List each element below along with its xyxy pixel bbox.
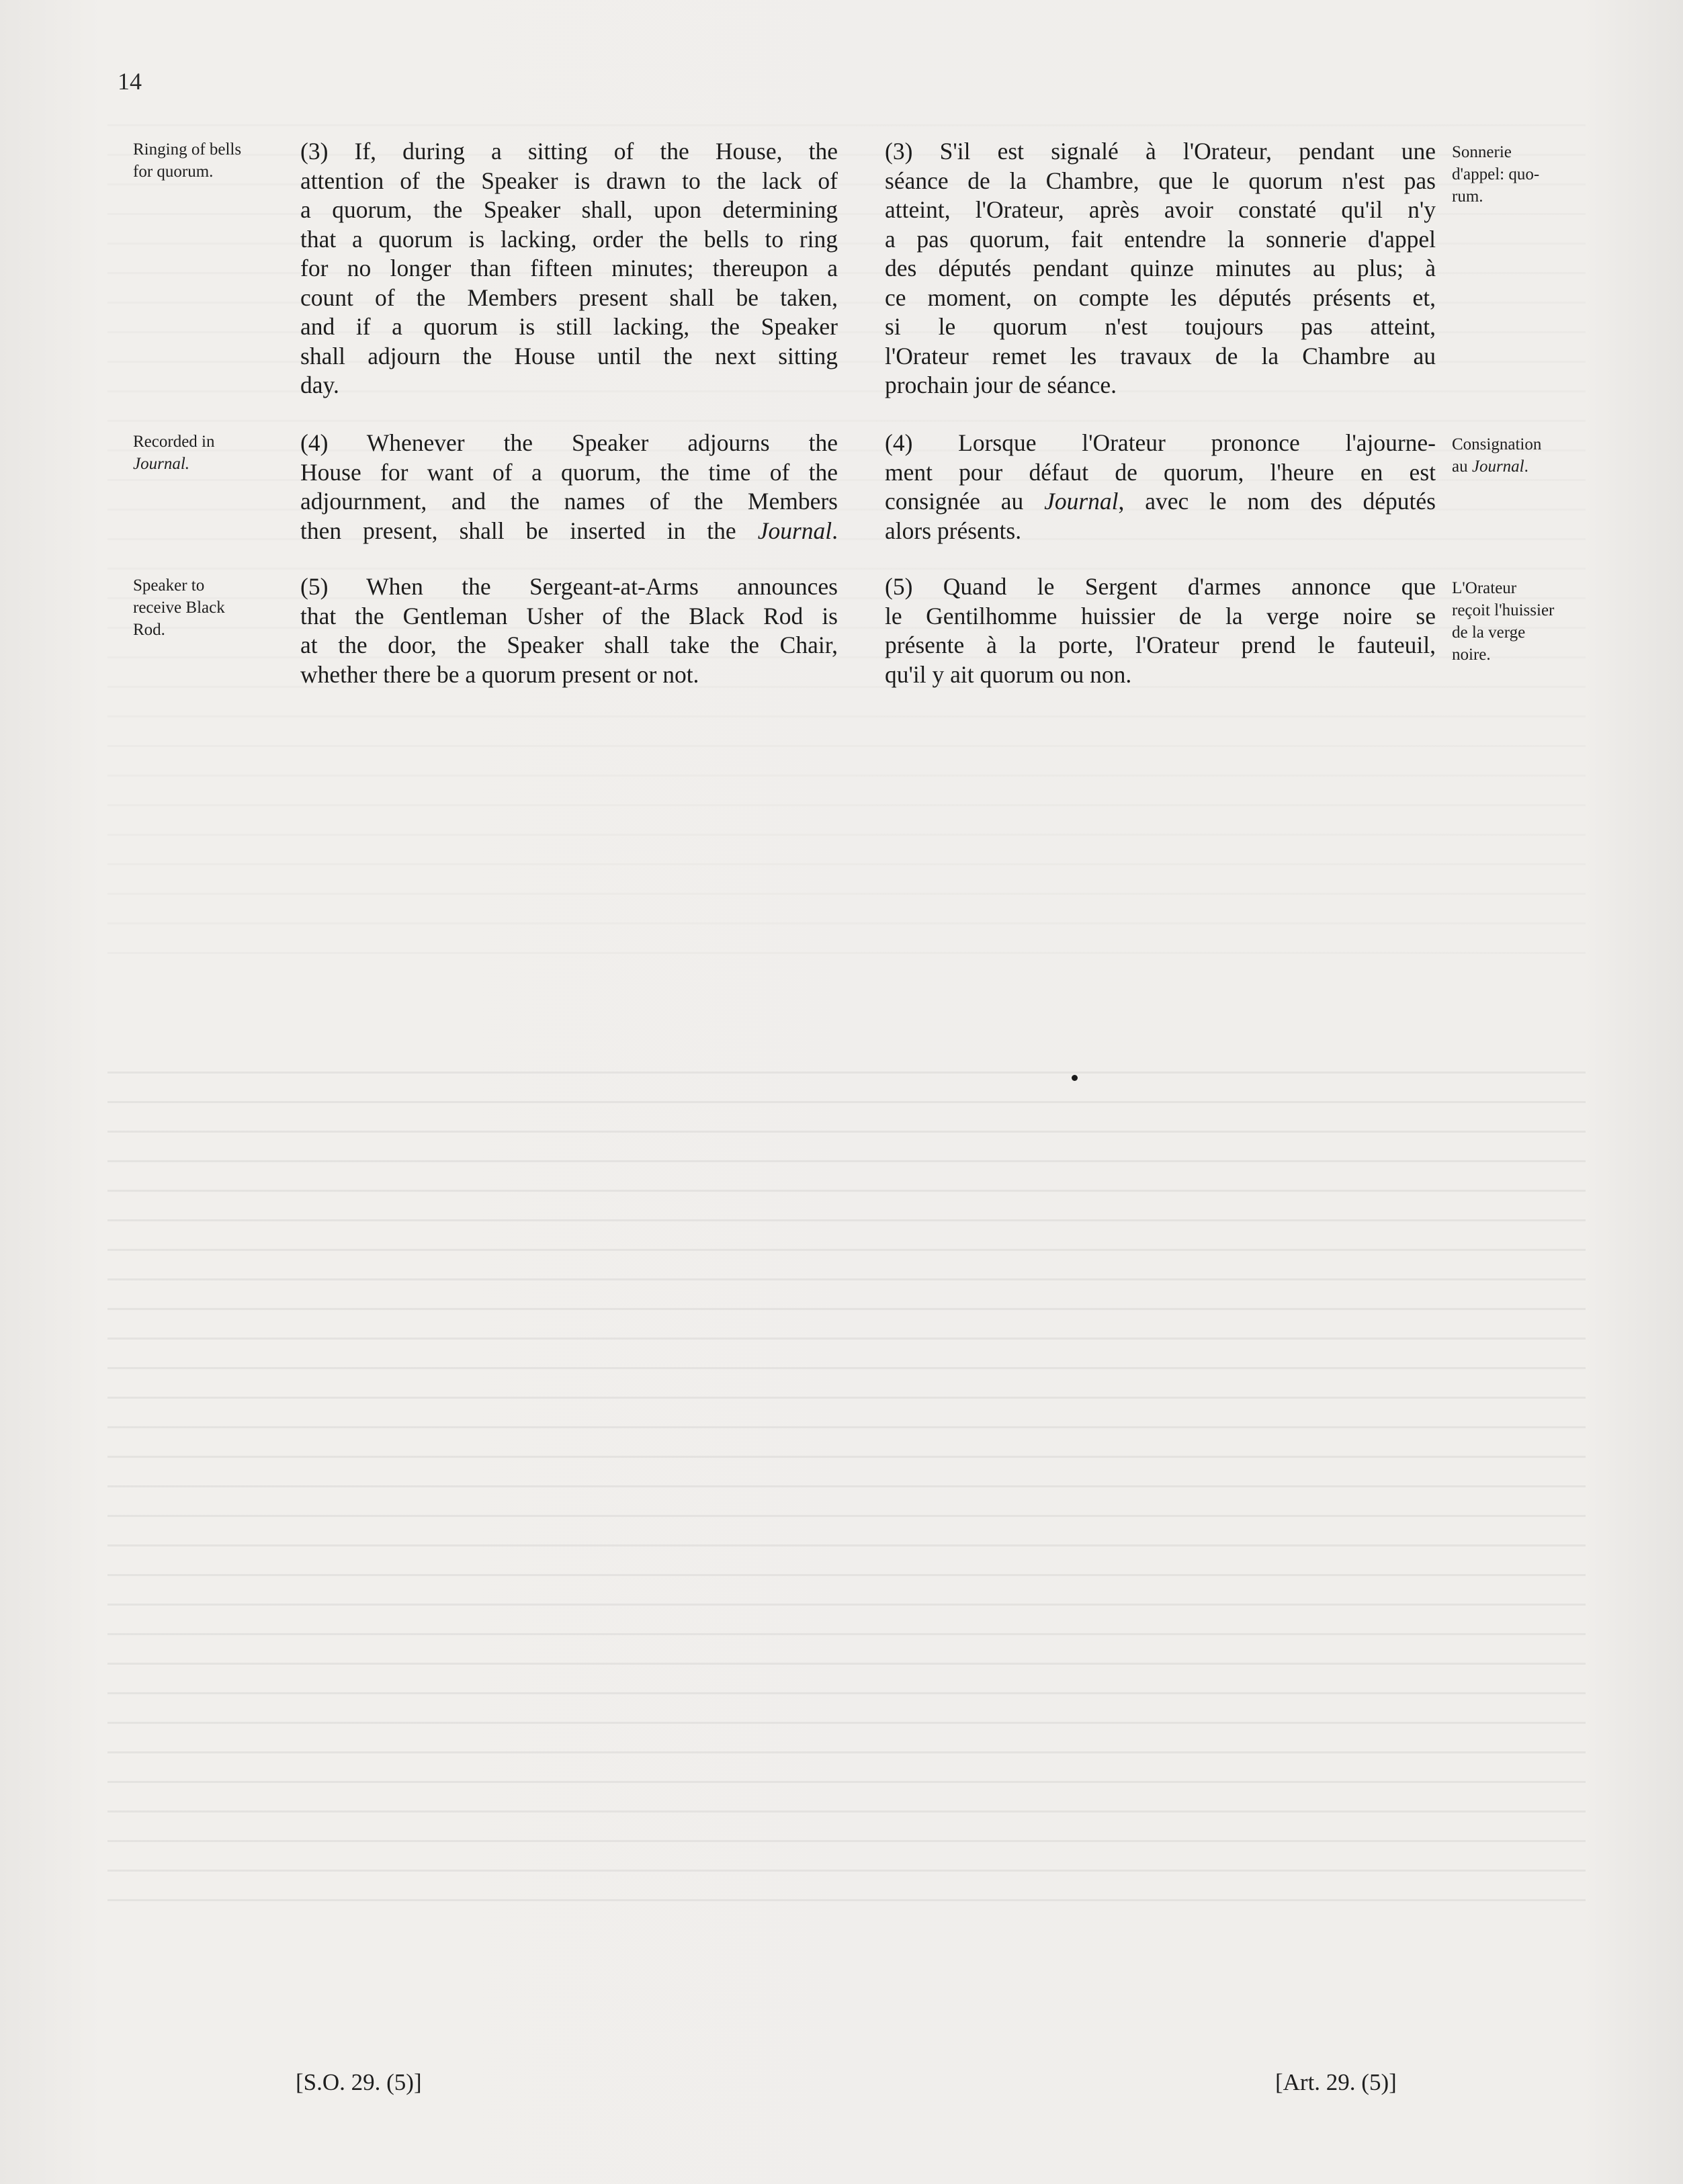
french-paragraph-5 xyxy=(885,572,1436,689)
margin-note-en-1 xyxy=(133,138,281,183)
margin-note-line: noire. xyxy=(1452,646,1491,664)
english-paragraph-3 xyxy=(300,137,838,400)
margin-note-en-3 xyxy=(133,574,281,641)
text-line: (4) Lorsque l'Orateur prononce l'ajourne- xyxy=(885,429,1436,456)
text-line: whether there be a quorum present or not. xyxy=(300,660,699,688)
text-line: si le quorum n'est toujours pas atteint, xyxy=(885,313,1436,340)
text-line: alors présents. xyxy=(885,517,1022,544)
text-line: ment pour défaut de quorum, l'heure en est xyxy=(885,458,1436,486)
italic-word: Journal xyxy=(1471,457,1524,476)
page-number: 14 xyxy=(118,68,142,95)
margin-note-en-2 xyxy=(133,431,281,475)
margin-note-line: Consignation xyxy=(1452,435,1542,453)
french-paragraph-4 xyxy=(885,429,1436,545)
text-line: adjournment, and the names of the Members xyxy=(300,488,838,515)
margin-note-line: receive Black xyxy=(133,599,225,617)
text-line: for no longer than fifteen minutes; thereupon a xyxy=(300,255,838,281)
text-line: that a quorum is lacking, order the bells to ring xyxy=(300,225,838,253)
text-line: atteint, l'Orateur, après avoir constaté qu'il n'y xyxy=(885,196,1436,223)
margin-note-line: au Journal. xyxy=(1452,457,1528,476)
french-paragraph-3 xyxy=(885,137,1436,400)
text-line: (5) When the Sergeant-at-Arms announces xyxy=(300,573,838,600)
text-line: count of the Members present shall be taken, xyxy=(300,283,838,311)
english-paragraph-4 xyxy=(300,429,838,545)
margin-note-line: for quorum. xyxy=(133,163,214,181)
text-line: day. xyxy=(300,372,339,398)
article-reference-fr: [Art. 29. (5)] xyxy=(1275,2069,1397,2095)
text-line: at the door, the Speaker shall take the Chair, xyxy=(300,631,838,658)
margin-note-line: Speaker to xyxy=(133,576,205,595)
print-speck xyxy=(1072,1075,1078,1081)
english-paragraph-5 xyxy=(300,572,838,689)
text-line: le Gentilhomme huissier de la verge noire se xyxy=(885,602,1436,629)
margin-note-line: Sonnerie xyxy=(1452,143,1512,161)
text-line: présente à la porte, l'Orateur prend le fauteuil, xyxy=(885,631,1436,658)
text-line: and if a quorum is still lacking, the Speaker xyxy=(300,313,838,340)
text-line: des députés pendant quinze minutes au plus; à xyxy=(885,255,1436,281)
text-line: séance de la Chambre, que le quorum n'est pas xyxy=(885,167,1436,194)
italic-word: Journal xyxy=(757,517,832,544)
text-line: (5) Quand le Sergent d'armes annonce que xyxy=(885,573,1436,600)
bleed-through-texture xyxy=(107,1048,1586,1921)
text-line: a quorum, the Speaker shall, upon determining xyxy=(300,196,838,223)
text-line: l'Orateur remet les travaux de la Chambre au xyxy=(885,342,1436,369)
text-line: ce moment, on compte les députés présents et, xyxy=(885,283,1436,311)
margin-note-line: Rod. xyxy=(133,621,165,639)
italic-word: Journal xyxy=(1044,488,1119,515)
text-line: qu'il y ait quorum ou non. xyxy=(885,660,1132,688)
margin-note-line: Ringing of bells xyxy=(133,140,242,159)
margin-note-line: L'Orateur xyxy=(1452,579,1517,597)
margin-note-line: d'appel: quo- xyxy=(1452,165,1540,183)
text-line: (3) S'il est signalé à l'Orateur, pendant une xyxy=(885,138,1436,165)
standing-order-reference-en: [S.O. 29. (5)] xyxy=(296,2069,422,2095)
margin-note-fr-3 xyxy=(1452,577,1606,666)
margin-note-fr-2 xyxy=(1452,433,1606,478)
margin-note-line: Recorded in xyxy=(133,433,215,451)
text-line: prochain jour de séance. xyxy=(885,372,1117,398)
margin-note-line: Journal. xyxy=(133,455,190,473)
margin-note-fr-1 xyxy=(1452,141,1606,208)
margin-note-line: reçoit l'huissier xyxy=(1452,601,1555,619)
text-line journal-line-fr: consignée au Journal, avec le nom des députés xyxy=(885,488,1436,515)
text-line: shall adjourn the House until the next sitting xyxy=(300,342,838,369)
text-line: that the Gentleman Usher of the Black Rod is xyxy=(300,602,838,629)
text-line journal-line-en: then present, shall be inserted in the Journal. xyxy=(300,517,838,544)
text-line: a pas quorum, fait entendre la sonnerie d'appel xyxy=(885,225,1436,253)
text-line: House for want of a quorum, the time of the xyxy=(300,458,838,486)
margin-note-line: rum. xyxy=(1452,187,1483,206)
margin-note-line: de la verge xyxy=(1452,623,1526,642)
text-line: (3) If, during a sitting of the House, the xyxy=(300,138,838,165)
text-line: (4) Whenever the Speaker adjourns the xyxy=(300,429,838,456)
text-line: attention of the Speaker is drawn to the lack of xyxy=(300,167,838,194)
